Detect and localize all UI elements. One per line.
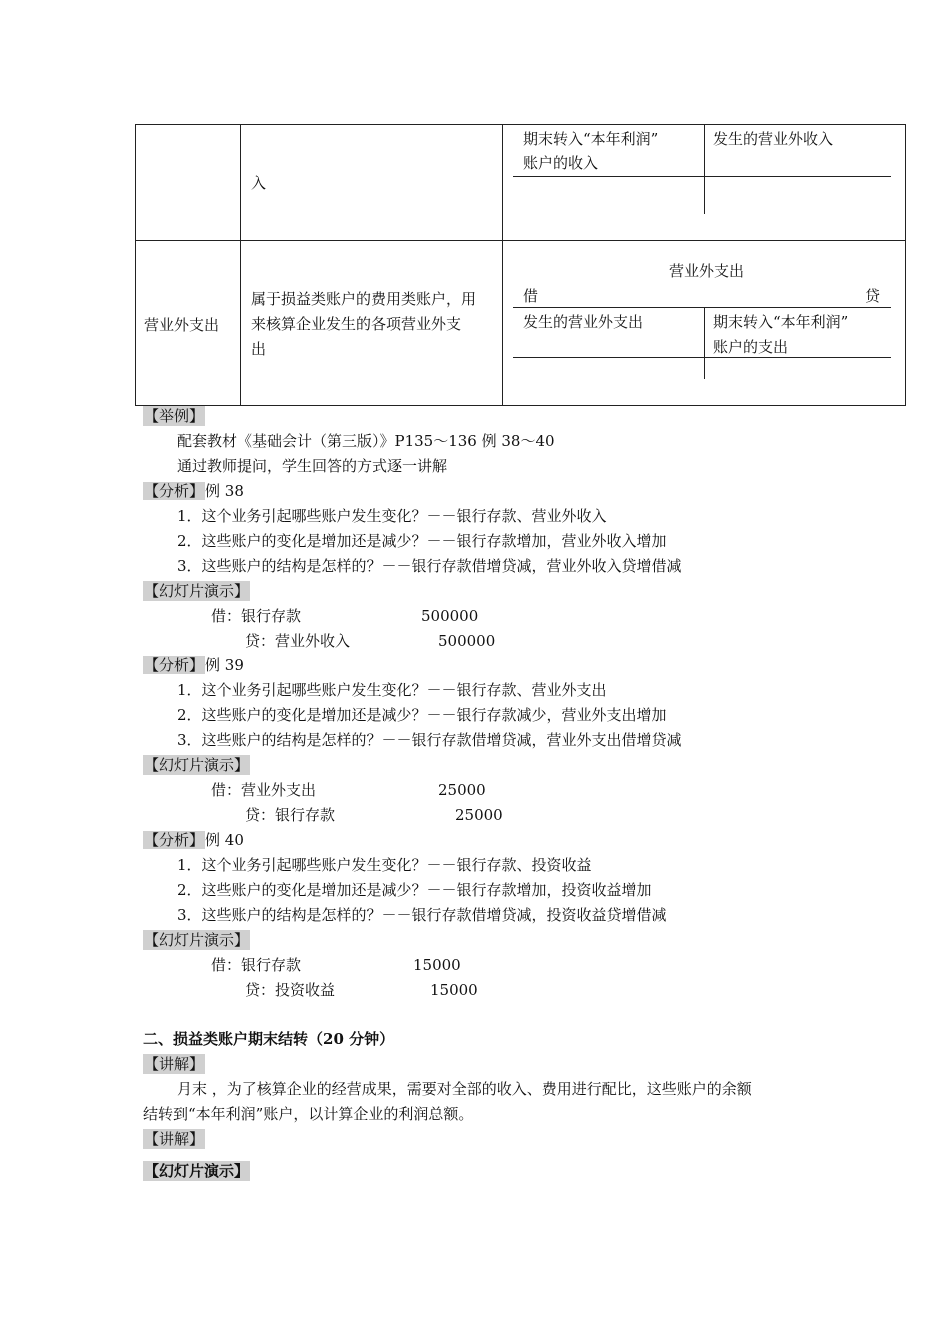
analysis-heading: [143, 655, 244, 675]
t-left-text: 发生的营业外支出: [523, 313, 644, 331]
table-cell-desc: [241, 125, 503, 241]
t-right-text: 发生的营业外收入: [713, 130, 834, 148]
slide-label: 【幻灯片演示】: [144, 756, 250, 774]
t-left-line1: 期末转入“本年利润”: [523, 130, 659, 148]
desc-line1: 属于损益类账户的费用类账户，用: [251, 290, 477, 308]
analysis-heading: [143, 481, 244, 501]
slide-label: 【幻灯片演示】: [144, 931, 250, 949]
t-right-line2: 账户的支出: [713, 338, 789, 356]
t-right-line1: 期末转入“本年利润”: [713, 313, 849, 331]
lecture-label: 【讲解】: [144, 1130, 205, 1148]
paragraph-line2: 结转到“本年利润”账户，以计算企业的利润总额。: [143, 1105, 474, 1123]
example-line1: 配套教材《基础会计（第三版）》P135～136 例 38～40: [177, 432, 555, 450]
question-1: 1．这个业务引起哪些账户发生变化？－－银行存款、营业外收入: [177, 507, 607, 525]
desc-line3: 出: [251, 340, 267, 358]
question-2: 2．这些账户的变化是增加还是减少？－－银行存款减少，营业外支出增加: [177, 706, 667, 724]
t-account-income: [503, 125, 906, 241]
analysis-heading: [143, 830, 244, 850]
table-cell-name-empty: [136, 125, 241, 241]
section-heading: 二、损益类账户期末结转（20 分钟）: [143, 1030, 395, 1048]
analysis-title: 例 40: [205, 831, 244, 849]
analysis-label: 【分析】: [144, 656, 205, 674]
slide-label: 【幻灯片演示】: [144, 582, 250, 600]
t-account-expense: [503, 241, 906, 406]
account-name: 营业外支出: [144, 316, 220, 334]
t-vertical-line: [704, 307, 705, 379]
journal-credit: 贷：银行存款: [245, 806, 336, 824]
t-left-line2: 账户的收入: [523, 154, 599, 172]
journal-credit: 贷：营业外收入: [245, 632, 351, 650]
question-1: 1．这个业务引起哪些账户发生变化？－－银行存款、投资收益: [177, 856, 592, 874]
t-credit-label: 贷: [865, 287, 881, 305]
journal-debit: 借：银行存款: [211, 956, 302, 974]
lecture-label: 【讲解】: [144, 1055, 205, 1073]
journal-credit-amount: 500000: [438, 632, 496, 650]
desc-line2: 来核算企业发生的各项营业外支: [251, 315, 462, 333]
t-top-line: [513, 307, 891, 308]
analysis-title: 例 38: [205, 482, 244, 500]
slide-label: 【幻灯片演示】: [144, 1162, 250, 1180]
journal-credit-amount: 25000: [455, 806, 503, 824]
desc-text: 入: [251, 174, 267, 192]
question-2: 2．这些账户的变化是增加还是减少？－－银行存款增加，投资收益增加: [177, 881, 652, 899]
journal-debit: 借：银行存款: [211, 607, 302, 625]
t-title: 营业外支出: [669, 262, 745, 280]
t-vertical-line: [704, 125, 705, 214]
analysis-title: 例 39: [205, 656, 244, 674]
journal-debit-amount: 15000: [413, 956, 461, 974]
journal-debit: 借：营业外支出: [211, 781, 317, 799]
journal-credit-amount: 15000: [430, 981, 478, 999]
journal-debit-amount: 25000: [438, 781, 486, 799]
t-debit-label: 借: [523, 287, 539, 305]
question-3: 3．这些账户的结构是怎样的？－－银行存款借增贷减，营业外收入贷增借减: [177, 557, 682, 575]
question-2: 2．这些账户的变化是增加还是减少？－－银行存款增加，营业外收入增加: [177, 532, 667, 550]
table-cell-desc: [241, 241, 503, 406]
example-label: 【举例】: [144, 407, 205, 425]
t-horizontal-line: [513, 176, 891, 177]
example-line2: 通过教师提问，学生回答的方式逐一讲解: [177, 457, 448, 475]
table-cell-name: [136, 241, 241, 406]
journal-debit-amount: 500000: [421, 607, 479, 625]
question-3: 3．这些账户的结构是怎样的？－－银行存款借增贷减，投资收益贷增借减: [177, 906, 667, 924]
paragraph-line1: 月末 ，为了核算企业的经营成果，需要对全部的收入、费用进行配比，这些账户的余额: [177, 1080, 752, 1098]
account-table: [135, 124, 906, 406]
question-1: 1．这个业务引起哪些账户发生变化？－－银行存款、营业外支出: [177, 681, 607, 699]
question-3: 3．这些账户的结构是怎样的？－－银行存款借增贷减，营业外支出借增贷减: [177, 731, 682, 749]
t-horizontal-line: [513, 357, 891, 358]
journal-credit: 贷：投资收益: [245, 981, 336, 999]
analysis-label: 【分析】: [144, 831, 205, 849]
analysis-label: 【分析】: [144, 482, 205, 500]
